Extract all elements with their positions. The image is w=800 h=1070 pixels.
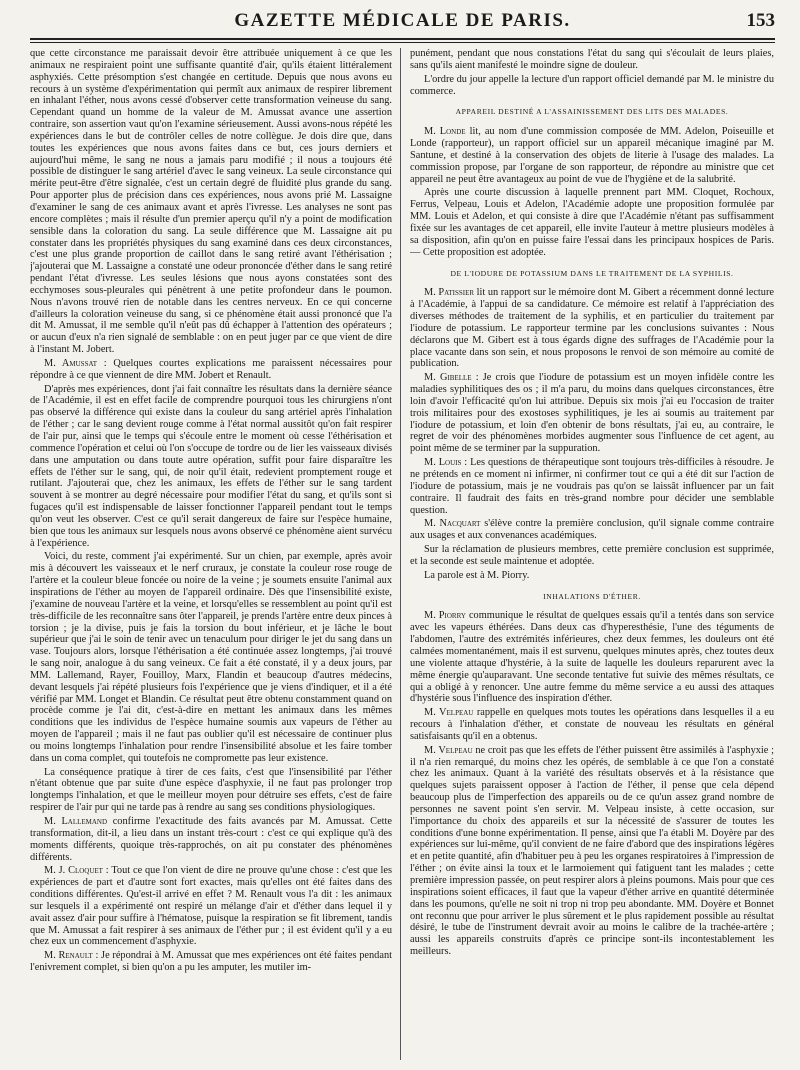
header-rule — [30, 38, 775, 40]
paragraph-text: Voici, du reste, comment j'ai expérimenté. Sur un chien, par exemple, après avoir mis à découvert les vaisseaux et le nerf cruraux, je constate la couleur rose rouge de l'artère et la couleur bleue foncée ou noire de la veine ; je soumets ensuite l'animal aux inspirations de l'éther au moyen de l'appareil ordinaire. Dès que l'insensibilité existe, j'examine de nouveau l'artère et la veine, et lorsqu'elles se ressemblent au point qu'il est très-difficile de les reconnaître sans ôter l'appareil, je prends l'artère entre deux pinces à torsion ; je la divise, puis je fais la torsion du bout inférieur, et je lâche le bout supérieur que j'ai le soin de tenir avec un tenaculum pour diriger le jet du sang dans un vase. Toujours alors, lorsque l'éthérisation a été continuée assez longtemps, j'ai trouvé le sang noir, analogue à du sang veineux. Ce fait a été constaté, il y a deux jours, par MM. Lallemand, Rayer, Fouilloy, Marx, Flandin et beaucoup d'autres médecins, devant lesquels j'ai répété plusieurs fois l'expérience que je viens d'indiquer, et il a été vérifié par MM. Longet et Blandin. Ce résultat peut être obtenu constamment quand on procède comme je l'ai dit, c'est-à-dire en mettant les animaux dans les mêmes conditions que les individus de l'espèce humaine soumis aux vapeurs de l'éther au moyen de l'appareil ; mais il ne faut pas oublier qu'il est nécessaire de continuer plus ou moins longtemps l'inhalation pour rendre l'insensibilité absolue et les faire tomber dans un coma complet, qui toutefois ne compromette pas leur existence. — [30, 551, 392, 764]
paragraph — [30, 865, 392, 948]
paragraph-text: : Je répondrai à M. Amussat que mes expériences ont été faites pendant l'enivrement complet, si bien qu'on a pu les amputer, les mutiler im- — [30, 950, 392, 974]
paragraph-text: Sur la réclamation de plusieurs membres, cette première conclusion est supprimée, et la seconde est seule maintenue et adoptée. — [410, 544, 774, 567]
speaker-name: M. Louis — [424, 457, 462, 469]
paragraph-text: : Les questions de thérapeutique sont toujours très-difficiles à résoudre. Je ne prétends en ce moment ni infirmer, ni confirmer tout ce qui a été dit sur l'action de l'iodure de potassium, mais je ne voudrais pas qu'on se laissât influencer par un fait contraire. Il faudrait des faits en très-grand nombre pour décider une semblable question. — [410, 457, 774, 516]
paragraph-text: communique le résultat de quelques essais qu'il a tentés dans son service avec les vapeurs éthérées. Dans deux cas d'hyperesthésie, l'une des téguments de l'abdomen, l'autre des extrémités inférieures, chez deux femmes, les douleurs ont été calmées momentanément, mais il est survenu, quelques minutes après, chez toutes deux une violente attaque d'hystérie, à la suite de laquelle les douleurs reparurent avec la même énergie qu'auparavant. Une seconde tentative fut suivie des mêmes résultats, ce qui a obligé à y renoncer. Une autre femme du même service a eu aussi des attaques d'hystérie sous l'influence des inspiration d'éther. — [410, 610, 774, 705]
paragraph — [30, 767, 392, 814]
paragraph — [410, 610, 774, 705]
paragraph — [410, 48, 774, 72]
left-column — [30, 48, 392, 1062]
section-heading: INHALATIONS D'ÉTHER. — [543, 591, 641, 601]
speaker-name: M. Amussat — [44, 357, 98, 369]
page-header — [30, 8, 775, 38]
paragraph-text: que cette circonstance me paraissait devoir être attribuée uniquement à ce que les animaux ne respiraient point une suffisante quantité d'air, qu'ils étaient littéralement asphyxiés. Cette présomption s'est changée en certitude. Depuis que nous avons eu recours à un système d'expérimentation qui permît aux animaux de respirer librement en inhalant l'éther, nous avons cessé d'observer cette transformation veineuse du sang. Cependant quand un homme de la valeur de M. Amussat avance une assertion contraire, son assertion vaut qu'on l'examine sérieusement. Aussi avons-nous répété les expériences dans le but de contrôler celles de notre collègue. Je dois dire que, dans toutes les expériences que nous avons faites dans ce but, ces jours derniers et aujourd'hui même, le sang ne nous a jamais paru modifié ; il nous a toujours été possible de distinguer le sang artériel d'avec le sang veineux. La seule circonstance qui mérite peut-être d'être signalée, c'est un certain degré de fluidité plus grande du sang. Pour apporter plus de précision dans ces expériences, nous avons prié M. Lassaigne d'examiner le sang de ces animaux avant et après l'ivresse. Les analyses ne sont pas encore complètes ; mais il résulte d'un premier aperçu qu'il n'y a point de modification sensible dans la coloration du sang. La seule différence que M. Lassaigne ait pu constater dans les propriétés physiques du sang examiné dans ces deux circonstances, c'est une plus grande proportion de caillot dans le sang retiré avant l'éthérisation ; j'ajouterai que M. Lassaigne a constaté une odeur prononcée d'éther dans le sang retiré pendant l'état d'ivresse. Les seules lésions que nous ayons constatées sont des ecchymoses sous-pleurales qui pénètrent à une petite profondeur dans le poumon. Nous n'avons trouvé rien de notable dans les centres nerveux. En ce qui concerne d'ailleurs la coloration veineuse du sang, si ce phénomène était aussi prononcé que l'a dit M. Amussat, il me semble qu'il n'eût pas dû échapper à l'attention des opérateurs ; or aucun d'eux n'a rien signalé de semblable : on en peut juger par ce que vient de dire à l'instant M. Jobert. — [30, 48, 392, 356]
speaker-name: M. Renault — [44, 950, 93, 962]
speaker-name: M. Piorry — [424, 610, 466, 622]
paragraph-text: rappelle en quelques mots toutes les opérations dans lesquelles il a eu recours à l'inhalation d'éther, et constate de nouveau les résultats en général satisfaisants qu'il en a obtenus. — [410, 707, 774, 742]
paragraph — [30, 950, 392, 974]
section-heading: DE L'IODURE DE POTASSIUM DANS LE TRAITEMENT DE LA SYPHILIS. — [450, 268, 734, 278]
paragraph — [410, 707, 774, 743]
speaker-name: M. Velpeau — [424, 707, 474, 719]
paragraph-text: : Je crois que l'iodure de potassium est un moyen infidèle contre les maladies syphilitiques des os ; il m'a paru, du moins dans quelques circonstances, être loin d'avoir l'efficacité qu'on lui attribue. Depuis six mois j'ai eu l'occasion de traiter trois militaires pour des exostoses syphilitiques, je les ai soumis au traitement par l'iodure de potassium, et loin d'en obtenir de bons résultats, j'ai eu, au contraire, le regret de voir des phénomènes morbides augmenter sous l'influence de cet agent, au point même de se terminer par la suppuration. — [410, 372, 774, 455]
paragraph-text: s'élève contre la première conclusion, qu'il signale comme contraire aux usages et aux convenances académiques. — [410, 518, 774, 542]
paragraph — [30, 358, 392, 382]
speaker-name: M. Londe — [424, 126, 466, 138]
paragraph — [30, 551, 392, 764]
paragraph-text: lit, au nom d'une commission composée de MM. Adelon, Poiseuille et Londe (rapporteur), un rapport officiel sur un appareil mécanique imaginé par M. Santune, et destiné à la conservation des objets de literie à l'usage des malades. La commission propose, par l'organe de son rapporteur, de répondre au ministre que cet appareil ne peut être avantageux au point de vue de l'hygiène et de la salubrité. — [410, 126, 774, 185]
paragraph-text: ne croit pas que les effets de l'éther puissent être assimilés à l'asphyxie ; il n'a rien remarqué, du moins chez les opérés, de semblable à ce que l'on a constaté chez les animaux. Quant à la variété des résultats observés et à la résistance que quelques sujets paraissent opposer à l'action de l'éther, il pense que cela dépend beaucoup plus de l'imperfection des appareils ou de ce qu'un assez grand nombre de personnes ne savent point s'en servir. M. Velpeau insiste, à cette occasion, sur l'importance du choix des appareils et sur la nécessité de s'assurer de toutes les conditions d'une bonne expérimentation. Il pense, ainsi que l'a établi M. Doyère par des expériences sur lui-même, qu'il convient de ne faire d'abord que des inspirations légères et en petite quantité, afin d'habituer peu à peu les organes respiratoires à l'impression de l'éther ; on évite ainsi la toux et le larmoiement qui fatiguent tant les malades ; cette première impression passée, on peut respirer alors à pleins poumons. Mais pour que ces inspirations soient efficaces, il faut que la vapeur d'éther arrive en quantité déterminée dans les poumons, qu'elle ne soit ni trop ni trop peu abondante. MM. Doyère et Bonnet ont reconnu que pour arriver le plus sûrement et le plus rapidement possible au résultat désiré, le tube de l'instrument devrait avoir au moins le calibre de la trachée-artère ; aussi les appareils construits d'après ce principe sont-ils incontestablement les meilleurs. — [410, 744, 774, 958]
paragraph — [30, 816, 392, 863]
speaker-name: M. Velpeau — [424, 744, 473, 756]
paragraph — [410, 126, 774, 185]
paragraph — [30, 384, 392, 550]
paragraph-text: La parole est à M. Piorry. — [424, 569, 530, 581]
paragraph-text: punément, pendant que nous constations l'état du sang qui s'écoulait de leurs plaies, sans qu'ils aient manifesté le moindre signe de douleur. — [410, 48, 774, 71]
section-heading: APPAREIL DESTINÉ A L'ASSAINISSEMENT DES LITS DES MALADES. — [455, 107, 729, 117]
right-column — [410, 48, 774, 1062]
paragraph — [410, 457, 774, 516]
paragraph-text: Après une courte discussion à laquelle prennent part MM. Cloquet, Rochoux, Ferrus, Velpeau, Louis et Adelon, l'Académie adopte une proposition formulée par MM. Louis et Adelon, et qui consiste à dire que l'Académie n'étant pas suffisamment fixée sur les avantages de cet appareil, elle invite l'auteur à mettre plusieurs modèles à sa disposition, afin qu'on en puisse faire l'essai dans les principaux hospices de Paris. — Cette proposition est adoptée. — [410, 187, 774, 258]
speaker-name: M. Nacquart — [424, 518, 481, 530]
paragraph-text: : Quelques courtes explications me paraissent nécessaires pour répondre à ce que viennent de dire MM. Jobert et Renault. — [30, 357, 392, 381]
paragraph-text: : Tout ce que l'on vient de dire ne prouve qu'une chose : c'est que les expériences de part et d'autre sont fort exactes, mais qu'elles ont été faites dans des conditions différentes. Qu'est-il arrivé en effet ? M. Renault vous l'a dit : les animaux sur lesquels il a expérimenté ont respiré un mélange d'air et d'éther dans lequel il y avait assez d'air pour suffire à l'hématose, puisque la respiration se fit librement, tandis que M. Amussat a fait respirer à ses animaux de l'éther pur ; il est évident qu'il y a eu chez eux un commencement d'asphyxie. — [30, 865, 392, 948]
paragraph-text: confirme l'exactitude des faits avancés par M. Amussat. Cette transformation, dit-il, a lieu dans un instant très-court : c'est ce qui explique qu'à des moments différents, quoique très-rapprochés, on ait pu constater des phénomènes différents. — [30, 816, 392, 863]
paragraph-text: La conséquence pratique à tirer de ces faits, c'est que l'insensibilité par l'éther n'étant obtenue que par suite d'une espèce d'asphyxie, il ne faut pas prolonger trop longtemps l'inhalation, et que le meilleur moyen pour détruire ses effets, c'est de faire respirer de l'air pur qui ne tarde pas à rendre au sang ses conditions physiologiques. — [30, 766, 392, 814]
paragraph — [410, 287, 774, 370]
paragraph-text: D'après mes expériences, dont j'ai fait connaître les résultats dans la dernière séance de l'Académie, il est en effet facile de comprendre pourquoi tous les chirurgiens n'ont pas observé la différence qui existe dans la couleur du sang artériel après l'inhalation de l'éther ; car le sang devient rouge comme à l'état normal aussitôt qu'on fait respirer de l'air pur, ainsi que le temps qui s'écoule entre le moment où cesse l'éthérisation et commence l'opération et celui où l'on s'occupe de tordre ou de lier les vaisseaux divisés dans une amputation ou dans toute autre opération, suffit pour faire disparaître les effets de l'éther sur le sang, qui, de noir qu'il était, redevient promptement rouge et rutilant. J'ajouterai que, chez les animaux, les effets de l'éther sur le sang tardent souvent à se montrer au degré nécessaire pour modifier l'état du sang, et qu'ils sont si fugaces qu'il est indispensable de laisser fonctionner l'appareil pendant tout le temps qu'on veut les observer. C'est ce qu'il serait dangereux de faire sur l'espèce humaine, bien que tous les animaux sur lesquels nous avons observé ce phénomène aient survécu à l'expérience. — [30, 383, 392, 549]
paragraph — [410, 187, 774, 258]
paragraph-text: L'ordre du jour appelle la lecture d'un rapport officiel demandé par M. le ministre du commerce. — [410, 73, 774, 97]
speaker-name: M. Gibelle — [424, 372, 472, 384]
header-rule-thin — [30, 42, 775, 43]
speaker-name: M. J. Cloquet — [44, 865, 103, 877]
paragraph — [410, 544, 774, 568]
page-number: 153 — [746, 10, 775, 31]
column-divider — [400, 48, 401, 1060]
paragraph — [410, 745, 774, 958]
paragraph — [410, 570, 774, 582]
journal-title: GAZETTE MÉDICALE DE PARIS. — [234, 10, 571, 31]
paragraph — [410, 372, 774, 455]
speaker-name: M. Lallemand — [44, 816, 108, 827]
paragraph — [30, 48, 392, 356]
paragraph — [410, 74, 774, 98]
paragraph-text: lit un rapport sur le mémoire dont M. Gibert a récemment donné lecture à l'Académie, à l'appui de sa candidature. Ce mémoire est relatif à l'appréciation des diverses méthodes de traitement de la syphilis, et en particulier du traitement par l'iodure de potassium. Le rapporteur termine par les conclusions suivantes : Nous déclarons que M. Gibert est à tous égards digne des suffrages de l'Académie pour la place vacante dans son sein, et nous proposons le renvoi de son mémoire au comité de publication. — [410, 287, 774, 370]
speaker-name: M. Patissier — [424, 287, 475, 299]
paragraph — [410, 518, 774, 542]
